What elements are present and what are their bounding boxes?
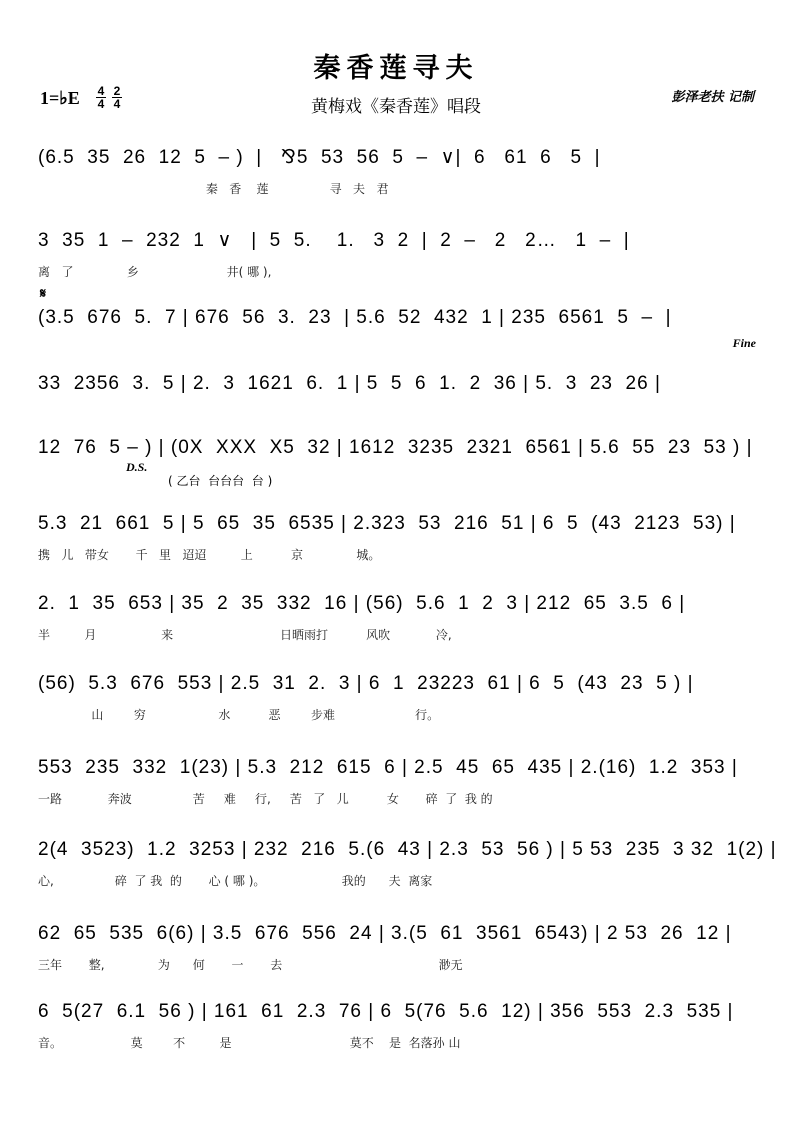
music-line	[38, 368, 756, 428]
music-line	[38, 918, 756, 978]
notation-row: (3.5 676 5. 7 | 676 56 3. 23 | 5.6 52 432 1 | 235 6561 5 – |	[38, 307, 672, 328]
ds-mark: D.S.	[126, 460, 148, 474]
notation-row: (56) 5.3 676 553 | 2.5 31 2. 3 | 6 1 23223 61 | 6 5 (43 23 5 ) |	[38, 673, 694, 694]
lyrics-row: 秦 香 莲 寻 夫 君	[38, 182, 389, 196]
music-line	[38, 752, 756, 812]
music-line	[38, 996, 756, 1056]
key-signature: 1=♭E	[40, 88, 80, 108]
song-subtitle: 黄梅戏《秦香莲》唱段	[311, 97, 481, 117]
notation-row: 5.3 21 661 5 | 5 65 35 6535 | 2.323 53 216 51 | 6 5 (43 2123 53) |	[38, 513, 736, 534]
notation-row: 553 235 332 1(23) | 5.3 212 615 6 | 2.5 45 65 435 | 2.(16) 1.2 353 |	[38, 757, 738, 778]
music-line	[38, 834, 777, 894]
music-line	[38, 225, 756, 285]
notation-row: 2(4 3523) 1.2 3253 | 232 216 5.(6 43 | 2.3 53 56 ) | 5 53 235 3 32 1(2) |	[38, 839, 777, 860]
lyrics-row: 半 月 来 日晒雨打 风吹 冷,	[38, 628, 452, 642]
lyrics-row: 一路 奔波 苦 难 行, 苦 了 儿 女 碎 了 我 的	[38, 792, 493, 806]
music-line	[38, 588, 756, 648]
lyrics-row: 音。 莫 不 是 莫不 是 名落孙 山	[38, 1036, 461, 1050]
music-line	[38, 508, 756, 568]
notation-row: 6 5(27 6.1 56 ) | 161 61 2.3 76 | 6 5(76 5.6 12) | 356 553 2.3 535 |	[38, 1001, 734, 1022]
music-line	[38, 142, 756, 202]
meter-two-four: $\frac{2}{4}$	[113, 84, 121, 111]
notation-row: 2. 1 35 653 | 35 2 35 332 16 | (56) 5.6 1 2 3 | 212 65 3.5 6 |	[38, 593, 686, 614]
notation-row: (6.5 35 26 12 5 – ) | ⅋5 53 56 5 – ∨| 6 61 6 5 |	[38, 147, 601, 168]
meter-four-four: $\frac{4}{4}$	[97, 84, 105, 111]
lyrics-row: 携 儿 带女 千 里 迢迢 上 京 城。	[38, 548, 381, 562]
lyrics-row: 离 了 乡 井( 哪 ),	[38, 265, 272, 279]
music-line	[38, 668, 756, 728]
music-line	[38, 432, 756, 492]
notation-row: 62 65 535 6(6) | 3.5 676 556 24 | 3.(5 61 3561 6543) | 2 53 26 12 |	[38, 923, 732, 944]
transcriber-credit: 彭泽老扶 记制	[671, 90, 754, 105]
notation-row: 33 2356 3. 5 | 2. 3 1621 6. 1 | 5 5 6 1. 2 36 | 5. 3 23 26 |	[38, 373, 661, 394]
notation-row: 3 35 1 – 232 1 ∨ | 5 5. 1. 3 2 | 2 – 2 2… 1 – |	[38, 230, 630, 251]
percussion-syllables: ( 乙台 台台台 台 )	[168, 474, 273, 488]
notation-row: 12 76 5 – ) | (0X XXX X5 32 | 1612 3235 2321 6561 | 5.6 55 23 53 ) |	[38, 437, 753, 458]
segno-icon: 𝄋	[40, 286, 47, 302]
lyrics-row: 三年 整, 为 何 一 去 渺无	[38, 958, 463, 972]
music-line	[38, 302, 756, 362]
lyrics-row: 山 穷 水 恶 步难 行。	[38, 708, 440, 722]
lyrics-row: 心, 碎 了 我 的 心 ( 哪 )。 我的 夫 离家	[38, 874, 433, 888]
song-title: 秦香莲寻夫	[313, 53, 479, 84]
fine-mark: Fine	[732, 336, 756, 350]
